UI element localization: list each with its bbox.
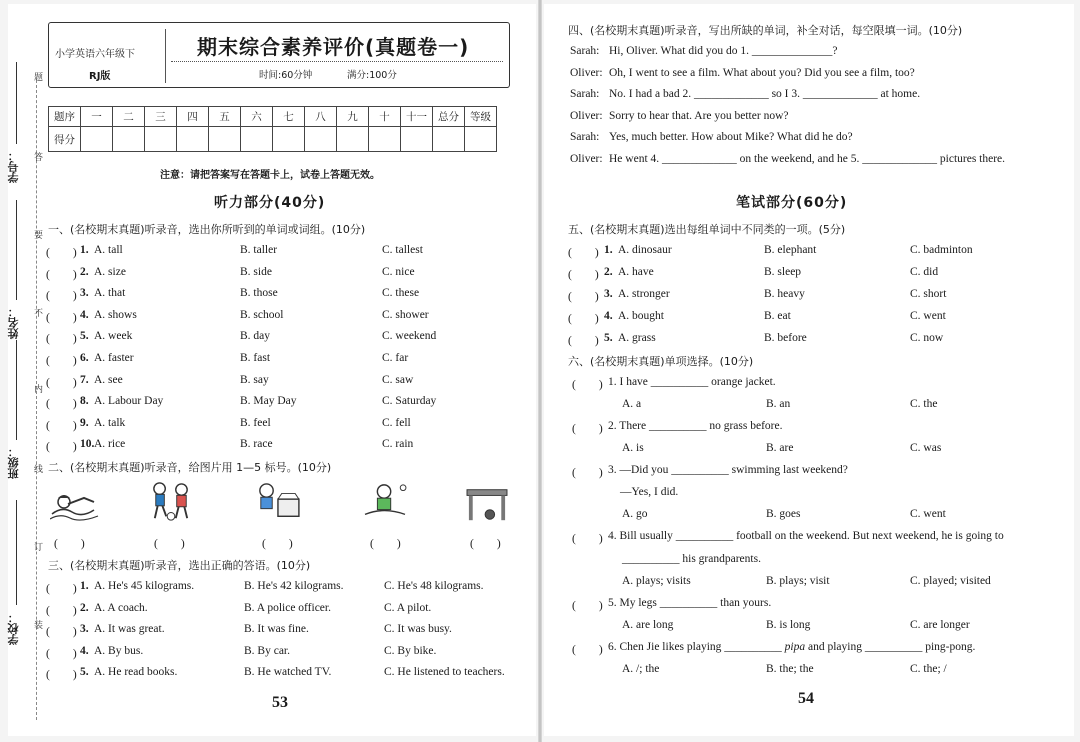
option-b: B. school	[240, 308, 284, 321]
question-number: 3.	[80, 287, 89, 300]
question-number: 1.	[80, 244, 89, 256]
option-b: B. goes	[766, 508, 801, 520]
option-a: A. By bus.	[94, 644, 144, 657]
time-limit: 时间:60分钟	[259, 70, 313, 81]
school-field-label: 学校：	[7, 612, 20, 645]
student-id-field-label: 学号：	[7, 150, 20, 183]
option-c: C. He's 48 kilograms.	[384, 580, 484, 592]
score-cell: 四	[177, 107, 209, 127]
stem-part: 6. Chen Jie likes playing __________	[608, 641, 785, 653]
option-c: C. It was busy.	[384, 623, 452, 636]
score-cell: 二	[113, 107, 145, 127]
option-b: B. those	[240, 287, 278, 300]
question-stem: 4. Bill usually __________ football on the weekend. But next weekend, he is going to	[608, 530, 1004, 542]
seal-char: 题	[34, 73, 44, 83]
dialogue-line: Sorry to hear that. Are you better now?	[609, 109, 789, 122]
page-fold	[538, 0, 542, 742]
picture-boy-box-icon	[252, 482, 302, 522]
option-b: B. plays; visit	[766, 575, 830, 587]
option-c: C. badminton	[910, 244, 973, 256]
seal-char: 不	[34, 309, 44, 319]
question-number: 2.	[80, 265, 89, 278]
class-field[interactable]	[16, 340, 17, 440]
dialogue-line: Hi, Oliver. What did you do 1. ______________?	[609, 45, 838, 57]
stem-part: and playing __________ ping-pong.	[805, 641, 976, 653]
dialogue-speaker: Oliver:	[570, 66, 603, 79]
picture-answer-5[interactable]: ( )	[470, 538, 501, 550]
option-b: B. say	[240, 373, 269, 386]
answer-paren[interactable]: ( )	[46, 247, 77, 259]
option-c: C. now	[910, 332, 944, 344]
option-b: B. an	[766, 398, 791, 410]
section-6-title: 六、(名校期末真题)单项选择。(10分)	[568, 355, 754, 368]
section-1-title: 一、(名校期末真题)听录音，选出你所听到的单词或词组。(10分)	[48, 223, 366, 236]
question-number: 1.	[80, 580, 89, 592]
option-b: B. He watched TV.	[244, 666, 332, 679]
question-number: 8.	[80, 395, 89, 408]
answer-paren[interactable]: ( )	[572, 423, 603, 435]
answer-paren[interactable]: ( )	[46, 441, 77, 454]
option-c: C. played; visited	[910, 575, 991, 587]
section-3-title: 三、(名校期末真题)听录音，选出正确的答语。(10分)	[48, 559, 311, 572]
option-a: A. A coach.	[94, 601, 148, 614]
dialogue-speaker: Sarah:	[570, 88, 600, 101]
dialogue-speaker: Sarah:	[570, 131, 600, 144]
option-c: C. are longer	[910, 619, 970, 631]
section-5-title: 五、(名校期末真题)选出每组单词中不同类的一项。(5分)	[568, 223, 846, 236]
score-table-header-row	[49, 107, 497, 127]
dialogue-line: No. I had a bad 2. _____________ so I 3. _____________ at home.	[609, 88, 921, 101]
score-table	[48, 106, 497, 152]
picture-answer-3[interactable]: ( )	[262, 538, 293, 550]
seal-char: 装	[34, 621, 44, 631]
question-number: 4.	[80, 644, 89, 657]
answer-paren[interactable]: ( )	[46, 583, 77, 595]
question-number: 4.	[604, 310, 613, 322]
question-number: 1.	[604, 244, 613, 256]
question-stem: 3. —Did you __________ swimming last weekend?	[608, 464, 848, 476]
option-a: A. Labour Day	[94, 395, 164, 408]
score-input-cell[interactable]	[433, 127, 465, 152]
question-stem	[608, 641, 975, 653]
page-number-right: 54	[798, 690, 814, 707]
option-a: A. bought	[618, 310, 664, 322]
option-a: A. size	[94, 265, 126, 278]
grade-subtitle: 小学英语六年级下	[55, 49, 135, 60]
option-c: C. these	[382, 287, 420, 300]
class-field-label: 班级：	[7, 446, 20, 479]
score-input-cell[interactable]	[273, 127, 305, 152]
school-field[interactable]	[16, 500, 17, 605]
option-b: B. elephant	[764, 244, 817, 256]
answer-paren[interactable]: ( )	[46, 647, 77, 660]
question-stem-line2: __________ his grandparents.	[622, 553, 761, 565]
option-c: C. By bike.	[384, 644, 437, 657]
question-number: 5.	[604, 332, 613, 344]
option-c: C. fell	[382, 416, 411, 429]
question-number: 6.	[80, 352, 89, 364]
option-c: C. shower	[382, 308, 429, 321]
option-b: B. feel	[240, 416, 271, 429]
writing-part-title: 笔试部分(60分)	[736, 195, 848, 211]
question-number: 2.	[604, 266, 613, 278]
score-cell: 八	[305, 107, 337, 127]
option-c: C. tallest	[382, 244, 423, 256]
option-b: B. By car.	[244, 644, 290, 657]
score-cell: 十	[369, 107, 401, 127]
option-c: C. Saturday	[382, 395, 437, 408]
answer-paren[interactable]: ( )	[568, 335, 599, 347]
dialogue-line: Yes, much better. How about Mike? What did he do?	[609, 131, 853, 144]
option-c: C. nice	[382, 265, 415, 278]
listening-part-title: 听力部分(40分)	[214, 195, 326, 211]
option-c: C. was	[910, 442, 942, 454]
score-table-score-row	[49, 127, 497, 152]
answer-paren[interactable]: ( )	[46, 268, 77, 281]
dialogue-speaker: Oliver:	[570, 109, 603, 122]
answer-paren[interactable]: ( )	[572, 379, 603, 391]
stem-italic-word: pipa	[784, 641, 806, 653]
option-c: C. saw	[382, 373, 414, 386]
option-b: B. May Day	[240, 395, 297, 408]
option-a: A. have	[618, 266, 654, 278]
option-b: B. eat	[764, 310, 791, 322]
score-input-cell[interactable]	[337, 127, 369, 152]
option-b: B. are	[766, 442, 794, 454]
option-c: C. did	[910, 266, 939, 278]
score-cell: 十一	[401, 107, 433, 127]
option-b: B. It was fine.	[244, 623, 309, 636]
dialogue-speaker: Oliver:	[570, 153, 603, 165]
option-a: A. week	[94, 330, 133, 343]
option-b: B. day	[240, 330, 271, 343]
score-input-cell[interactable]	[465, 127, 497, 152]
score-cell: 九	[337, 107, 369, 127]
option-c: C. short	[910, 288, 947, 300]
full-score: 满分:100分	[347, 70, 397, 81]
answer-paren[interactable]: ( )	[46, 355, 77, 367]
question-stem-line2: —Yes, I did.	[620, 486, 679, 498]
question-stem: 2. There __________ no grass before.	[608, 420, 783, 432]
option-a: A. tall	[94, 244, 123, 256]
picture-table-icon	[462, 484, 512, 524]
option-a: A. /; the	[622, 663, 660, 675]
question-stem: 5. My legs __________ than yours.	[608, 597, 772, 609]
score-input-cell[interactable]	[401, 127, 433, 152]
question-stem: 1. I have __________ orange jacket.	[608, 376, 776, 388]
picture-answer-2[interactable]: ( )	[154, 538, 185, 550]
score-row-label: 得分	[49, 127, 81, 152]
answer-paren[interactable]: ( )	[46, 398, 77, 411]
score-cell: 三	[145, 107, 177, 127]
answer-paren[interactable]: ( )	[46, 333, 77, 346]
answer-paren[interactable]: ( )	[572, 644, 603, 656]
score-cell: 总分	[433, 107, 465, 127]
score-cell: 等级	[465, 107, 497, 127]
option-c: C. the	[910, 398, 938, 410]
option-a: A. go	[622, 508, 648, 520]
answer-paren[interactable]: ( )	[46, 419, 77, 432]
score-cell: 七	[273, 107, 305, 127]
option-a: A. faster	[94, 352, 134, 364]
option-c: C. A pilot.	[384, 601, 432, 614]
option-a: A. stronger	[618, 288, 670, 300]
seal-char: 内	[34, 385, 44, 395]
answer-paren[interactable]: ( )	[572, 600, 603, 612]
answer-paren[interactable]: ( )	[46, 290, 77, 303]
option-a: A. see	[94, 373, 123, 386]
answer-paren[interactable]: ( )	[46, 626, 77, 639]
answer-paren[interactable]: ( )	[46, 311, 77, 324]
option-b: B. side	[240, 265, 272, 278]
score-input-cell[interactable]	[113, 127, 145, 152]
answer-paren[interactable]: ( )	[46, 669, 77, 682]
answer-notice: 注意：请把答案写在答题卡上，试卷上答题无效。	[160, 170, 380, 181]
page-number-left: 53	[272, 694, 288, 711]
section-2-title: 二、(名校期末真题)听录音，给图片用 1—5 标号。(10分)	[48, 461, 332, 474]
dialogue-speaker: Sarah:	[570, 45, 600, 57]
answer-paren[interactable]: ( )	[568, 247, 599, 259]
option-a: A. shows	[94, 308, 137, 321]
option-c: C. rain	[382, 438, 414, 451]
option-a: A. He's 45 kilograms.	[94, 580, 195, 592]
student-id-field[interactable]	[16, 62, 17, 144]
option-a: A. talk	[94, 416, 126, 429]
option-b: B. is long	[766, 619, 811, 631]
picture-boy-reading-icon	[360, 482, 410, 522]
question-number: 5.	[80, 666, 89, 679]
name-field-label: 姓名：	[7, 306, 20, 339]
exam-header	[48, 22, 510, 88]
picture-answer-4[interactable]: ( )	[370, 538, 401, 550]
option-c: C. far	[382, 352, 409, 364]
score-input-cell[interactable]	[209, 127, 241, 152]
option-a: A. dinosaur	[618, 244, 672, 256]
option-a: A. that	[94, 287, 126, 300]
question-number: 3.	[604, 288, 613, 300]
option-b: B. before	[764, 332, 807, 344]
score-input-cell[interactable]	[81, 127, 113, 152]
question-number: 9.	[80, 416, 89, 429]
picture-swimming-icon	[50, 486, 100, 526]
option-a: A. a	[622, 398, 642, 410]
score-cell: 题序	[49, 107, 81, 127]
option-b: B. He's 42 kilograms.	[244, 580, 344, 592]
seal-char: 订	[34, 543, 44, 553]
score-input-cell[interactable]	[177, 127, 209, 152]
question-number: 4.	[80, 308, 89, 321]
section-4-title: 四、(名校期末真题)听录音，写出所缺的单词，补全对话，每空限填一词。(10分)	[568, 24, 963, 37]
option-b: B. the; the	[766, 663, 814, 675]
answer-paren[interactable]: ( )	[572, 467, 603, 479]
edition-label: RJ版	[89, 71, 111, 82]
score-input-cell[interactable]	[305, 127, 337, 152]
score-input-cell[interactable]	[145, 127, 177, 152]
option-b: B. A police officer.	[244, 601, 331, 614]
answer-paren[interactable]: ( )	[46, 604, 77, 617]
question-number: 3.	[80, 623, 89, 636]
option-a: A. It was great.	[94, 623, 165, 636]
option-b: B. taller	[240, 244, 278, 256]
option-c: C. went	[910, 310, 946, 322]
option-c: C. He listened to teachers.	[384, 666, 505, 679]
seal-char: 要	[34, 231, 44, 241]
question-number: 10.	[80, 438, 95, 451]
answer-paren[interactable]: ( )	[572, 533, 603, 545]
answer-paren[interactable]: ( )	[568, 291, 599, 303]
dialogue-line: Oh, I went to see a film. What about you? Did you see a film, too?	[609, 66, 915, 79]
answer-paren[interactable]: ( )	[46, 376, 77, 389]
question-number: 5.	[80, 330, 89, 343]
picture-answer-1[interactable]: ( )	[54, 538, 85, 550]
seal-char: 答	[34, 153, 44, 163]
option-a: A. grass	[618, 332, 656, 344]
option-a: A. plays; visits	[622, 575, 691, 587]
question-number: 2.	[80, 601, 89, 614]
question-number: 7.	[80, 373, 89, 386]
option-b: B. race	[240, 438, 273, 451]
option-a: A. is	[622, 442, 644, 454]
answer-paren[interactable]: ( )	[568, 269, 599, 281]
option-a: A. rice	[94, 438, 126, 451]
option-c: C. the; /	[910, 663, 947, 675]
option-c: C. weekend	[382, 330, 437, 343]
score-cell: 六	[241, 107, 273, 127]
picture-football-icon	[146, 482, 196, 522]
option-c: C. went	[910, 508, 946, 520]
option-b: B. heavy	[764, 288, 805, 300]
option-a: A. are long	[622, 619, 674, 631]
option-b: B. fast	[240, 352, 271, 364]
option-b: B. sleep	[764, 266, 802, 278]
name-field[interactable]	[16, 200, 17, 300]
score-cell: 五	[209, 107, 241, 127]
seal-char: 线	[34, 465, 44, 475]
option-a: A. He read books.	[94, 666, 178, 679]
answer-paren[interactable]: ( )	[568, 313, 599, 325]
score-input-cell[interactable]	[241, 127, 273, 152]
dialogue-line: He went 4. _____________ on the weekend, and he 5. _____________ pictures there.	[609, 153, 1006, 165]
score-input-cell[interactable]	[369, 127, 401, 152]
score-cell: 一	[81, 107, 113, 127]
exam-title: 期末综合素养评价(真题卷一)	[197, 35, 470, 59]
